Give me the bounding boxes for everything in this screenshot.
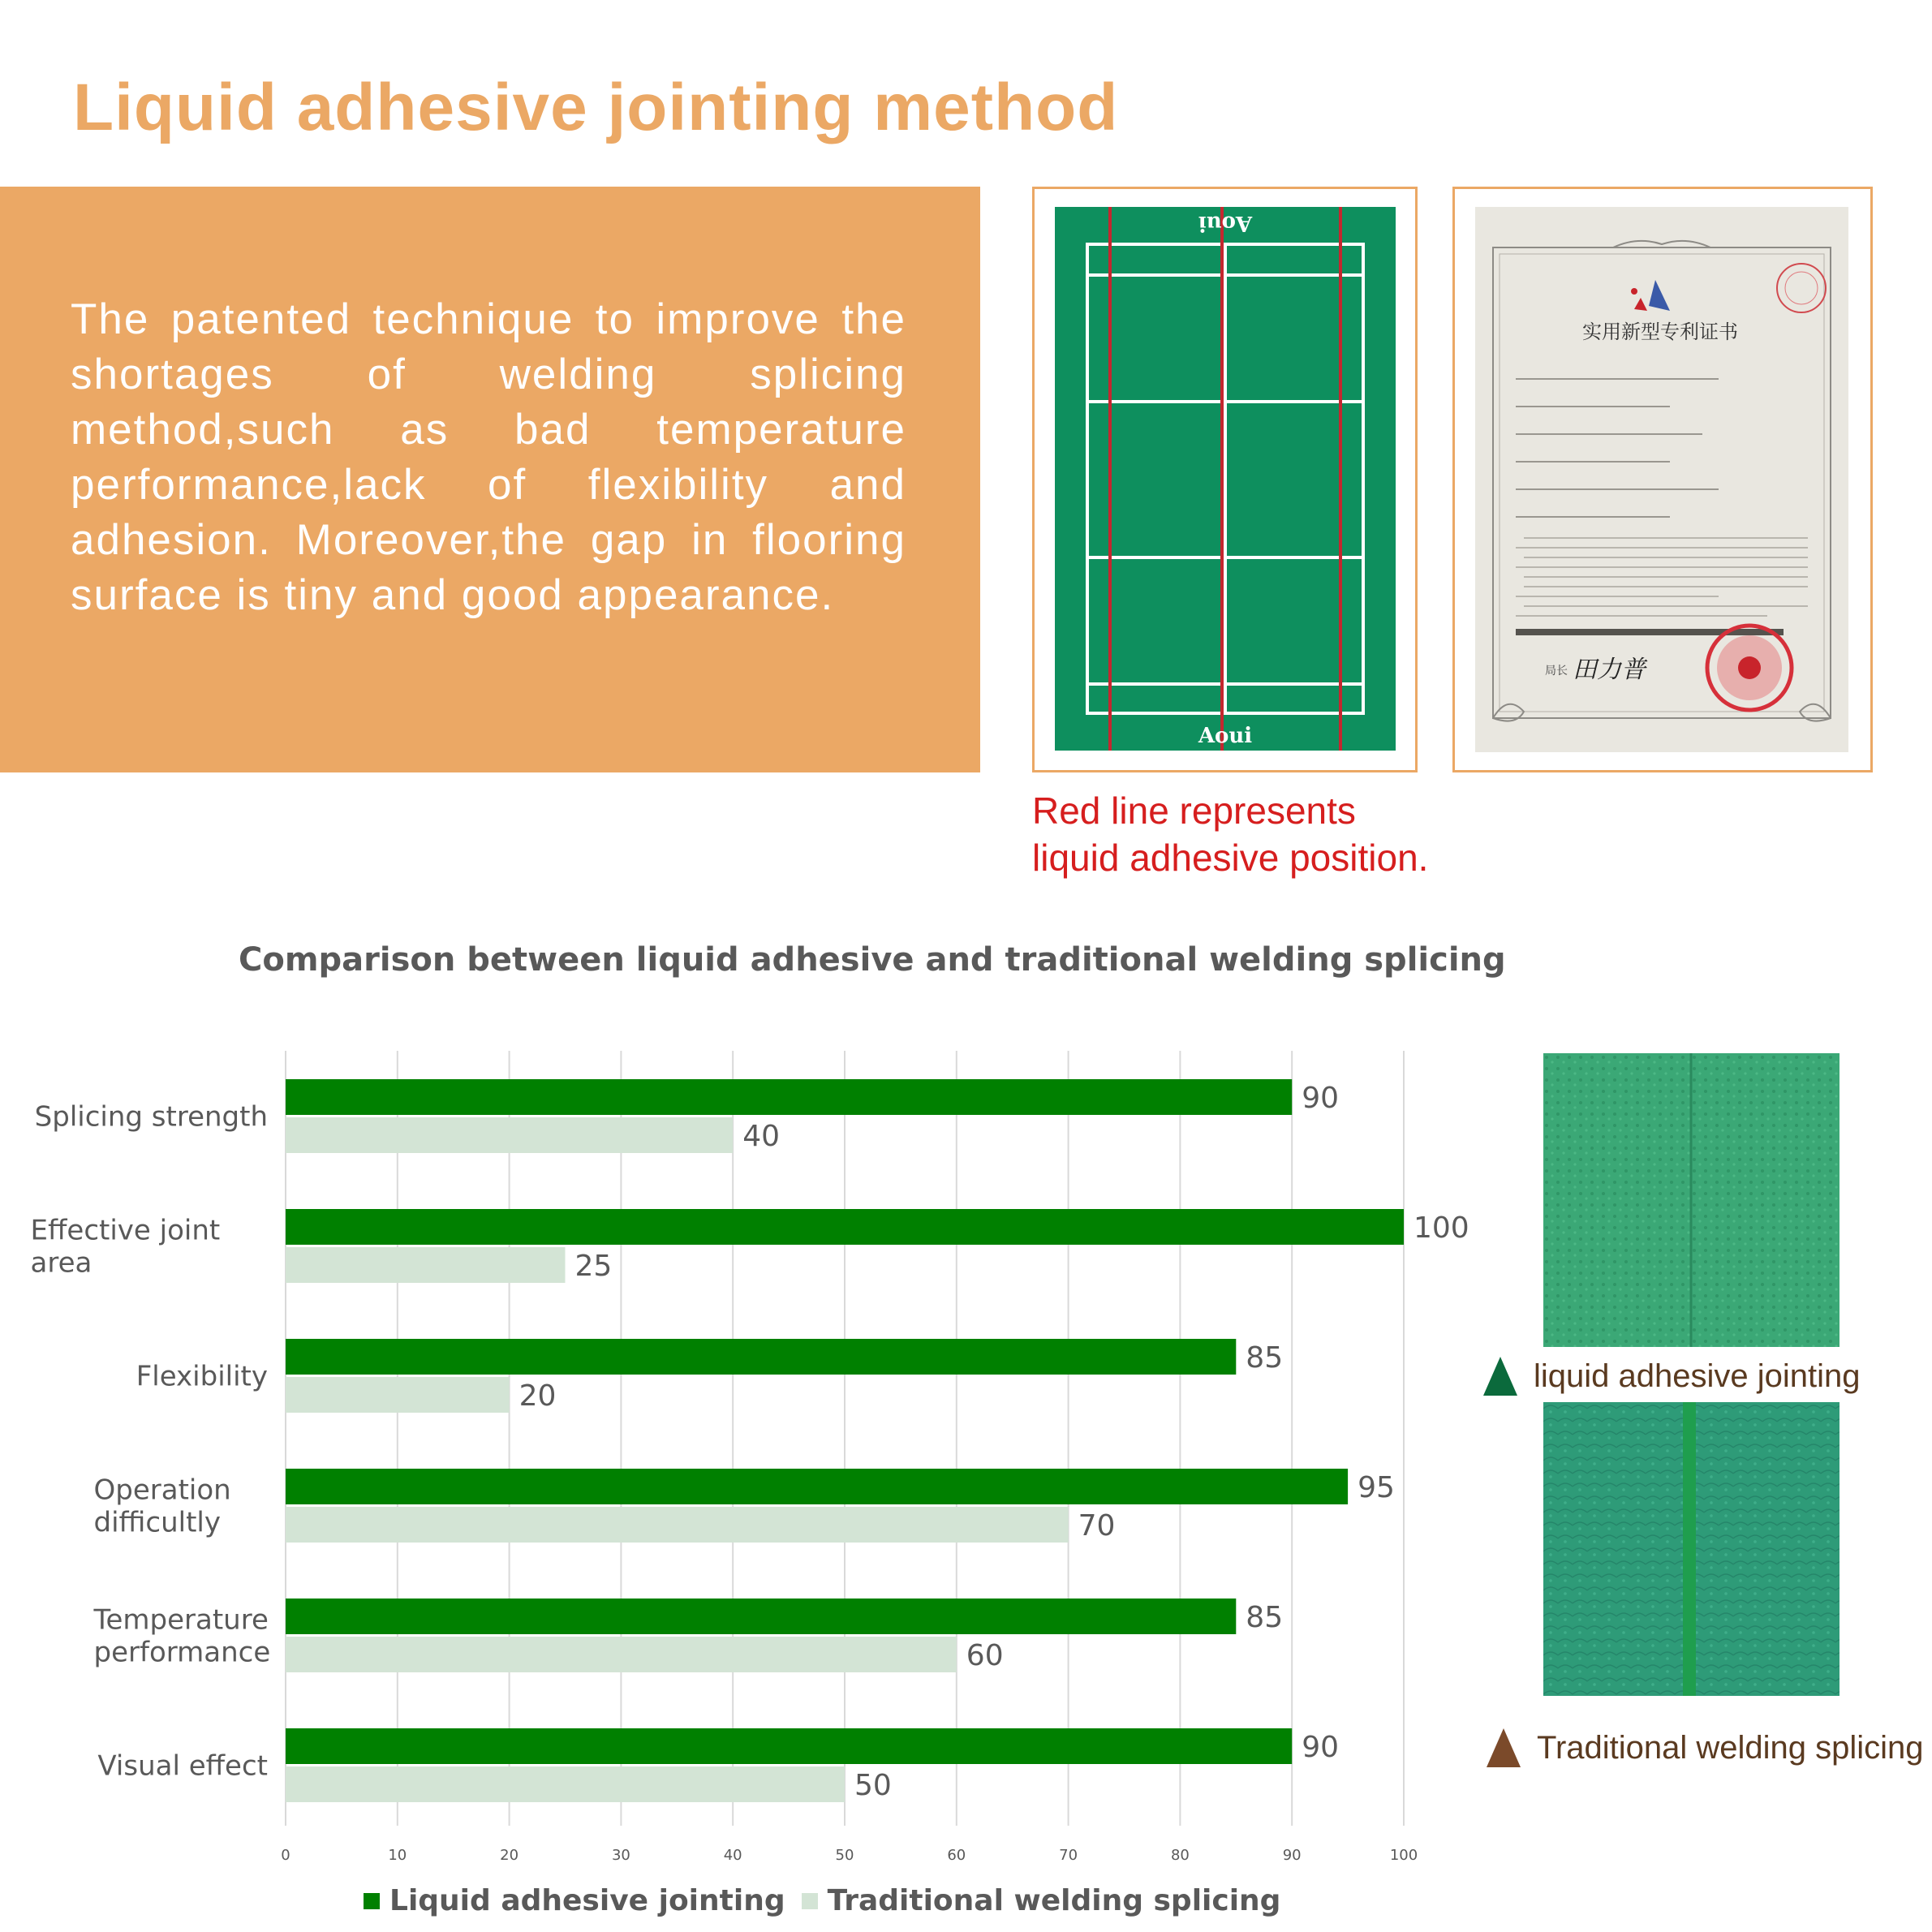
category-label <box>31 1215 221 1280</box>
data-label: 40 <box>742 1120 781 1153</box>
x-tick-label: 0 <box>281 1847 290 1864</box>
intro-text: The patented technique to improve the shortages of welding splicing method,such as bad temperature performance,lack of flexibility and adhesion. Moreover,the gap in flooring surface is tiny and good appearance. <box>71 295 906 619</box>
traditional-sample-texture <box>1543 1402 1839 1696</box>
category-label-line: Temperature <box>93 1603 269 1637</box>
court-caption <box>1032 787 1428 881</box>
chart-title: Comparison between liquid adhesive and traditional welding splicing <box>239 941 1506 979</box>
traditional-welding-sample-photo <box>1543 1402 1839 1696</box>
liquid-sample-texture <box>1543 1053 1839 1347</box>
certificate-barcode <box>1516 629 1784 635</box>
traditional-sample-label <box>1487 1728 1924 1767</box>
liquid-sample-label <box>1483 1357 1861 1396</box>
x-tick-label: 70 <box>1059 1847 1078 1864</box>
legend-label-traditional: Traditional welding splicing <box>827 1884 1281 1917</box>
certificate-image-frame <box>1452 187 1873 772</box>
data-label: 85 <box>1246 1601 1284 1634</box>
triangle-up-icon <box>1483 1357 1517 1396</box>
bar-traditional <box>286 1507 1069 1543</box>
certificate-signer-title: 局长 <box>1545 665 1568 678</box>
data-label: 20 <box>518 1379 557 1413</box>
data-label: 100 <box>1414 1211 1469 1245</box>
x-tick-label: 80 <box>1170 1847 1190 1864</box>
data-label: 95 <box>1358 1471 1395 1504</box>
category-label-line: area <box>30 1246 93 1280</box>
data-label: 25 <box>574 1250 613 1283</box>
category-label-line: Effective joint <box>30 1214 221 1247</box>
bar-traditional <box>286 1637 957 1672</box>
page-title: Liquid adhesive jointing method <box>73 71 1119 144</box>
certificate-heading: 实用新型专利证书 <box>1582 321 1738 343</box>
court-brand-bottom: Aoui <box>1198 724 1253 748</box>
traditional-sample-label-text: Traditional welding splicing <box>1537 1729 1924 1766</box>
bar-traditional <box>286 1247 566 1283</box>
court-caption-line-1: Red line represents <box>1032 790 1356 832</box>
patent-certificate <box>1475 207 1848 752</box>
x-tick-label: 50 <box>835 1847 854 1864</box>
category-label-line: Operation <box>93 1474 231 1507</box>
category-label-line: difficultly <box>93 1506 221 1539</box>
court-diagram <box>1055 207 1396 751</box>
legend-swatch-liquid <box>364 1893 380 1909</box>
category-label: Visual effect <box>97 1749 268 1783</box>
court-brand-top: Aoui <box>1198 211 1253 235</box>
legend-entry-liquid <box>364 1884 785 1917</box>
data-label: 60 <box>966 1639 1004 1672</box>
category-label-line: performance <box>93 1636 271 1669</box>
data-label: 50 <box>854 1769 892 1802</box>
x-tick-label: 90 <box>1282 1847 1302 1864</box>
legend-entry-traditional <box>802 1884 1281 1917</box>
x-tick-label: 60 <box>947 1847 966 1864</box>
legend-label-liquid: Liquid adhesive jointing <box>389 1884 785 1917</box>
category-label <box>93 1604 271 1669</box>
comparison-bar-chart <box>0 1014 1477 1874</box>
category-label: Splicing strength <box>34 1100 268 1134</box>
data-label: 90 <box>1302 1731 1340 1764</box>
court-caption-line-2: liquid adhesive position. <box>1032 837 1429 879</box>
liquid-sample-label-text: liquid adhesive jointing <box>1534 1358 1861 1394</box>
bar-liquid <box>286 1339 1236 1375</box>
x-tick-label: 100 <box>1389 1847 1418 1864</box>
chart-legend <box>364 1884 1297 1917</box>
category-label <box>94 1474 231 1539</box>
liquid-adhesive-sample-photo <box>1543 1053 1839 1347</box>
legend-swatch-traditional <box>802 1893 818 1909</box>
data-label: 70 <box>1078 1509 1116 1543</box>
certificate-signature: 田力普 <box>1573 656 1646 684</box>
bar-liquid <box>286 1079 1292 1115</box>
category-label: Flexibility <box>136 1360 268 1393</box>
bar-traditional <box>286 1377 510 1413</box>
bar-liquid <box>286 1469 1348 1504</box>
court-image-frame <box>1032 187 1418 772</box>
x-tick-label: 30 <box>611 1847 630 1864</box>
bar-liquid <box>286 1209 1404 1245</box>
data-label: 90 <box>1302 1082 1340 1115</box>
data-label: 85 <box>1246 1341 1284 1375</box>
bar-liquid <box>286 1599 1236 1634</box>
x-tick-label: 10 <box>388 1847 407 1864</box>
welding-rod-seam <box>1683 1402 1696 1696</box>
bar-liquid <box>286 1728 1292 1764</box>
bar-traditional <box>286 1766 845 1802</box>
x-tick-label: 20 <box>500 1847 519 1864</box>
bar-traditional <box>286 1117 733 1153</box>
triangle-up-icon <box>1487 1728 1521 1767</box>
x-tick-label: 40 <box>723 1847 742 1864</box>
